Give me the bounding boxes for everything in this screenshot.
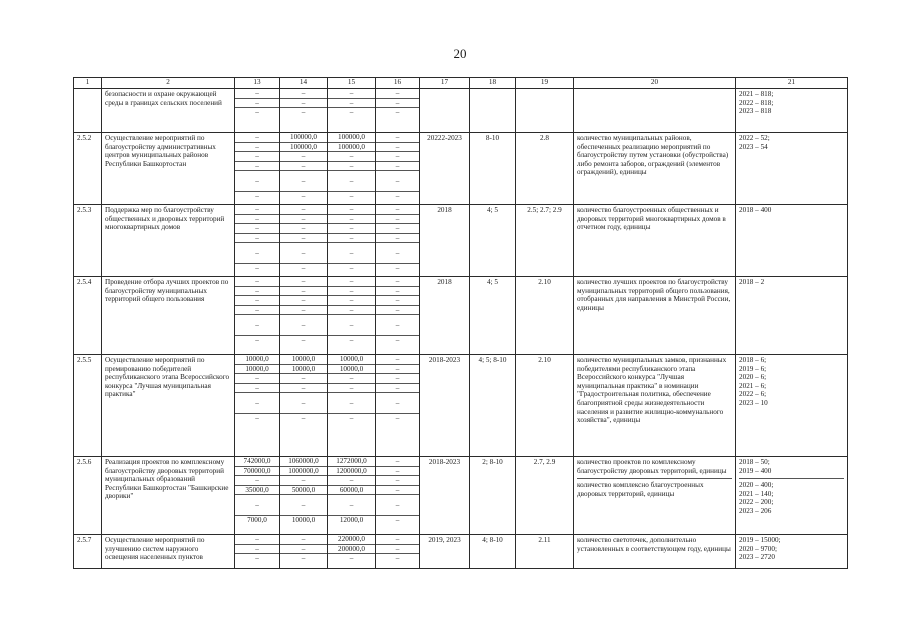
financing-value: –	[376, 535, 419, 545]
financing-value: –	[255, 554, 259, 563]
financing-value: –	[376, 495, 419, 516]
financing-value: –	[349, 192, 354, 201]
financing-value: –	[328, 476, 375, 486]
financing-value: –	[328, 315, 375, 336]
indicator-value: 2023 – 818	[739, 107, 772, 116]
task-number: 2.10	[516, 277, 574, 355]
financing-value: –	[280, 306, 327, 316]
financing-value: –	[235, 315, 279, 336]
task-number: 2.11	[516, 535, 574, 569]
financing-value: –	[328, 287, 375, 297]
financing-value: –	[235, 234, 279, 244]
financing-value: –	[235, 243, 279, 264]
financing-value: –	[235, 143, 279, 153]
implementation-years: 2019, 2023	[420, 535, 470, 569]
financing-value: –	[349, 554, 354, 563]
financing-value: –	[235, 277, 279, 287]
financing-value: –	[280, 243, 327, 264]
table-row	[74, 535, 848, 569]
financing-value: –	[280, 205, 327, 215]
financing-value: –	[235, 89, 279, 99]
financing-value: 35000,0	[235, 486, 279, 496]
financing-value: –	[235, 205, 279, 215]
column-header: 19	[516, 78, 574, 89]
financing-value: –	[376, 215, 419, 225]
financing-value: –	[280, 162, 327, 172]
financing-value: –	[376, 287, 419, 297]
task-number: 2.7, 2.9	[516, 457, 574, 535]
financing-value: –	[395, 336, 400, 345]
goal-number: 4; 5; 8-10	[470, 355, 516, 457]
financing-value: –	[235, 535, 279, 545]
financing-cell	[376, 277, 420, 355]
indicator-value: 2023 – 54	[739, 142, 768, 151]
table-row	[74, 457, 848, 535]
financing-value: –	[328, 152, 375, 162]
financing-cell	[235, 457, 280, 535]
financing-value: –	[328, 393, 375, 414]
implementation-years: 20222-2023	[420, 133, 470, 205]
financing-value: –	[328, 205, 375, 215]
measure-name: Осуществление мероприятий по улучшению систем наружного освещения населенных пунктов	[102, 535, 235, 569]
financing-value: 742000,0	[235, 457, 279, 467]
financing-cell	[280, 89, 328, 133]
indicator-cell	[574, 205, 736, 277]
goal-number: 4; 5	[470, 277, 516, 355]
financing-value: –	[328, 384, 375, 394]
financing-cell	[328, 133, 376, 205]
financing-value: –	[328, 306, 375, 316]
indicator-values-cell	[736, 355, 848, 457]
financing-value: –	[328, 171, 375, 192]
indicator-values-cell	[736, 457, 848, 535]
financing-value: –	[280, 384, 327, 394]
financing-value: –	[235, 224, 279, 234]
financing-cell	[235, 89, 280, 133]
financing-value: –	[376, 467, 419, 477]
indicator-text: количество лучших проектов по благоустройству муниципальных территорий общего пользования, отобранных для направления в Минстрой России, единицы	[577, 278, 731, 312]
financing-value: –	[235, 162, 279, 172]
financing-cell	[328, 457, 376, 535]
financing-cell	[376, 535, 420, 569]
financing-value: 1060000,0	[280, 457, 327, 467]
indicator-values-cell	[736, 535, 848, 569]
financing-value: –	[376, 243, 419, 264]
table-row	[74, 133, 848, 205]
financing-value: –	[235, 171, 279, 192]
indicator-text: количество благоустроенных общественных и дворовых территорий многоквартирных домов в отчетном году, единицы	[577, 206, 726, 232]
financing-cell	[280, 133, 328, 205]
financing-cell	[376, 457, 420, 535]
financing-value: 1000000,0	[280, 467, 327, 477]
financing-cell	[280, 355, 328, 457]
financing-value: –	[235, 287, 279, 297]
financing-value: –	[255, 336, 259, 345]
financing-value: –	[395, 108, 400, 117]
indicator-value: 2019 – 6;	[739, 364, 767, 373]
financing-value: –	[280, 224, 327, 234]
financing-value: –	[349, 414, 354, 423]
page-number: 20	[453, 46, 467, 61]
financing-value: –	[280, 296, 327, 306]
financing-value: –	[328, 89, 375, 99]
financing-value: –	[328, 296, 375, 306]
financing-value: –	[280, 393, 327, 414]
indicator-value: 2023 – 10	[739, 398, 768, 407]
column-numbers-row	[74, 78, 848, 89]
financing-cell	[376, 205, 420, 277]
measure-number	[74, 89, 102, 133]
financing-value: –	[376, 476, 419, 486]
indicator-value: 2021 – 6;	[739, 381, 767, 390]
task-number: 2.10	[516, 355, 574, 457]
financing-cell	[328, 89, 376, 133]
financing-value: –	[376, 393, 419, 414]
financing-value: –	[395, 516, 400, 525]
financing-cell	[280, 277, 328, 355]
indicator-text: количество проектов по комплексному благоустройству дворовых территорий, единицы	[577, 458, 727, 475]
financing-value: –	[301, 554, 306, 563]
implementation-years: 2018-2023	[420, 457, 470, 535]
financing-value: 10000,0	[328, 365, 375, 375]
financing-value: –	[301, 336, 306, 345]
indicator-cell	[574, 355, 736, 457]
financing-value: 100000,0	[328, 143, 375, 153]
financing-cell	[328, 355, 376, 457]
indicator-value: 2022 – 200;	[739, 498, 774, 507]
indicator-text: количество муниципальных замков, признанных победителями республиканского этапа Всероссийского конкурса "Лучшая муниципальная практика" в номинации "Градостроительная политика, обеспечение благоприятной среды жизнедеятельности населения и развитие жилищно-коммунального хозяйства", единицы	[577, 356, 727, 425]
indicator-text: количество муниципальных районов, обеспеченных реализацию мероприятий по благоустройству путем установки (обустройства) либо ремонта заборов, ограждений (элементов ограждений), единицы	[577, 134, 729, 177]
financing-value: –	[280, 495, 327, 516]
financing-cell	[376, 355, 420, 457]
financing-value: –	[376, 234, 419, 244]
indicator-values-cell	[736, 89, 848, 133]
financing-value: 700000,0	[235, 467, 279, 477]
indicator-values-cell	[736, 205, 848, 277]
goal-number: 4; 5	[470, 205, 516, 277]
financing-value: –	[376, 171, 419, 192]
financing-value: –	[328, 374, 375, 384]
financing-value: –	[376, 365, 419, 375]
financing-value: 100000,0	[280, 143, 327, 153]
indicator-value: 2018 – 400	[739, 206, 772, 214]
financing-value: –	[349, 108, 354, 117]
financing-value: –	[376, 133, 419, 143]
indicator-cell	[574, 457, 736, 535]
financing-value: –	[376, 296, 419, 306]
financing-value: –	[235, 152, 279, 162]
financing-value: 10000,0	[280, 355, 327, 365]
measure-name: безопасности и охране окружающей среды в границах сельских поселений	[102, 89, 235, 133]
financing-cell	[235, 277, 280, 355]
financing-value: 12000,0	[339, 516, 364, 525]
indicator-value: 2023 – 2720	[739, 553, 775, 562]
column-header: 13	[235, 78, 280, 89]
indicator-cell	[574, 535, 736, 569]
measure-name: Реализация проектов по комплексному благоустройству дворовых территорий муниципальных образований Республики Башкортостан "Башкирские дворики"	[102, 457, 235, 535]
table-row	[74, 355, 848, 457]
financing-value: –	[280, 476, 327, 486]
indicator-value: 2020 – 6;	[739, 373, 767, 382]
financing-value: –	[376, 457, 419, 467]
financing-value: –	[280, 287, 327, 297]
financing-value: –	[376, 205, 419, 215]
financing-value: –	[255, 192, 259, 201]
indicator-value: 2022 – 818;	[739, 98, 774, 107]
financing-value: –	[235, 476, 279, 486]
indicator-value: 2021 – 818;	[739, 90, 774, 98]
task-number: 2.8	[516, 133, 574, 205]
financing-cell	[328, 535, 376, 569]
financing-value: –	[280, 99, 327, 109]
financing-value: –	[280, 545, 327, 555]
financing-value: –	[235, 215, 279, 225]
measure-number: 2.5.5	[74, 355, 102, 457]
goal-number: 8-10	[470, 133, 516, 205]
financing-value: –	[376, 152, 419, 162]
financing-value: –	[235, 296, 279, 306]
financing-value: –	[376, 143, 419, 153]
table-row	[74, 89, 848, 133]
measure-number: 2.5.4	[74, 277, 102, 355]
financing-value: –	[376, 545, 419, 555]
financing-cell	[235, 535, 280, 569]
financing-value: –	[376, 306, 419, 316]
indicator-value: 2021 – 140;	[739, 489, 774, 498]
financing-value: 10000,0	[235, 355, 279, 365]
table-row	[74, 205, 848, 277]
financing-value: –	[235, 545, 279, 555]
measure-number: 2.5.3	[74, 205, 102, 277]
task-number: 2.5; 2.7; 2.9	[516, 205, 574, 277]
financing-value: –	[235, 393, 279, 414]
financing-value: –	[376, 99, 419, 109]
financing-value: 1200000,0	[328, 467, 375, 477]
financing-value: –	[349, 336, 354, 345]
measure-name: Осуществление мероприятий по премированию победителей республиканского этапа Всероссийского конкурса "Лучшая муниципальная практика"	[102, 355, 235, 457]
column-header: 14	[280, 78, 328, 89]
financing-value: –	[235, 133, 279, 143]
financing-value: –	[376, 277, 419, 287]
financing-value: –	[280, 234, 327, 244]
financing-value: –	[255, 414, 259, 423]
column-header: 17	[420, 78, 470, 89]
program-measures-table	[73, 77, 848, 569]
financing-cell	[235, 205, 280, 277]
financing-cell	[280, 535, 328, 569]
financing-value: 100000,0	[280, 133, 327, 143]
financing-value: –	[349, 264, 354, 273]
financing-value: –	[235, 384, 279, 394]
financing-value: –	[235, 495, 279, 516]
goal-number: 2; 8-10	[470, 457, 516, 535]
indicator-value: 2018 – 2	[739, 278, 765, 286]
financing-value: –	[328, 215, 375, 225]
financing-value: –	[235, 306, 279, 316]
financing-value: 10000,0	[291, 516, 316, 525]
financing-value: –	[376, 162, 419, 172]
financing-value: –	[280, 374, 327, 384]
financing-cell	[376, 133, 420, 205]
financing-value: –	[328, 243, 375, 264]
indicator-cell	[574, 89, 736, 133]
financing-value: –	[280, 89, 327, 99]
financing-value: –	[328, 234, 375, 244]
financing-value: –	[280, 277, 327, 287]
indicator-value: 2020 – 9700;	[739, 544, 777, 553]
indicator-cell	[574, 133, 736, 205]
financing-value: –	[376, 355, 419, 365]
financing-value: –	[280, 535, 327, 545]
financing-value: –	[255, 264, 259, 273]
indicator-value: 2018 – 50;	[739, 458, 770, 466]
measure-number: 2.5.7	[74, 535, 102, 569]
indicator-values-cell	[736, 133, 848, 205]
implementation-years: 2018	[420, 277, 470, 355]
indicator-text: количество комплексно благоустроенных дворовых территорий, единицы	[577, 478, 732, 498]
financing-value: –	[328, 162, 375, 172]
financing-value: –	[235, 99, 279, 109]
indicator-values-cell	[736, 277, 848, 355]
financing-cell	[328, 205, 376, 277]
measure-name: Поддержка мер по благоустройству общественных и дворовых территорий многоквартирных домов	[102, 205, 235, 277]
table-row	[74, 277, 848, 355]
financing-value: 50000,0	[280, 486, 327, 496]
financing-value: –	[376, 374, 419, 384]
measure-number: 2.5.2	[74, 133, 102, 205]
financing-value: –	[280, 315, 327, 336]
indicator-value: 2019 – 15000;	[739, 536, 781, 544]
financing-value: 1272000,0	[328, 457, 375, 467]
indicator-value: 2019 – 400	[739, 466, 772, 475]
indicator-value: 2022 – 6;	[739, 390, 767, 399]
financing-value: –	[328, 495, 375, 516]
financing-value: –	[376, 89, 419, 99]
implementation-years: 2018	[420, 205, 470, 277]
financing-value: 10000,0	[235, 365, 279, 375]
financing-value: –	[280, 171, 327, 192]
indicator-value: 2023 – 206	[739, 506, 772, 515]
financing-cell	[280, 205, 328, 277]
financing-value: –	[255, 108, 259, 117]
financing-value: –	[301, 192, 306, 201]
measure-name: Проведение отбора лучших проектов по благоустройству муниципальных территорий общего пользования	[102, 277, 235, 355]
indicator-text: количество светоточек, дополнительно установленных в соответствующем году, единицы	[577, 536, 731, 553]
financing-value: –	[280, 152, 327, 162]
financing-value: –	[301, 264, 306, 273]
financing-value: –	[395, 414, 400, 423]
financing-value: –	[280, 215, 327, 225]
indicator-cell	[574, 277, 736, 355]
financing-value: –	[301, 108, 306, 117]
column-header: 21	[736, 78, 848, 89]
measure-name: Осуществление мероприятий по благоустройству административных центров муниципальных районов Республики Башкортостан	[102, 133, 235, 205]
financing-value: 7000,0	[247, 516, 267, 525]
financing-cell	[235, 133, 280, 205]
financing-value: –	[395, 554, 400, 563]
goal-number	[470, 89, 516, 133]
measure-number: 2.5.6	[74, 457, 102, 535]
financing-cell	[376, 89, 420, 133]
financing-value: –	[328, 224, 375, 234]
financing-value: 10000,0	[328, 355, 375, 365]
column-header: 1	[74, 78, 102, 89]
indicator-value: 2020 – 400;	[739, 478, 844, 490]
column-header: 15	[328, 78, 376, 89]
column-header: 16	[376, 78, 420, 89]
financing-cell	[328, 277, 376, 355]
column-header: 2	[102, 78, 235, 89]
financing-value: 10000,0	[280, 365, 327, 375]
task-number	[516, 89, 574, 133]
financing-value: –	[376, 486, 419, 496]
financing-value: –	[376, 384, 419, 394]
financing-cell	[235, 355, 280, 457]
financing-cell	[280, 457, 328, 535]
goal-number: 4; 8-10	[470, 535, 516, 569]
financing-value: –	[376, 224, 419, 234]
financing-value: –	[395, 192, 400, 201]
financing-value: 200000,0	[328, 545, 375, 555]
indicator-value: 2022 – 52;	[739, 134, 770, 142]
financing-value: –	[328, 99, 375, 109]
financing-value: 220000,0	[328, 535, 375, 545]
implementation-years	[420, 89, 470, 133]
indicator-value: 2018 – 6;	[739, 356, 767, 364]
financing-value: 100000,0	[328, 133, 375, 143]
column-header: 20	[574, 78, 736, 89]
column-header: 18	[470, 78, 516, 89]
financing-value: –	[395, 264, 400, 273]
financing-value: 60000,0	[328, 486, 375, 496]
financing-value: –	[235, 374, 279, 384]
financing-value: –	[328, 277, 375, 287]
financing-value: –	[301, 414, 306, 423]
implementation-years: 2018-2023	[420, 355, 470, 457]
financing-value: –	[376, 315, 419, 336]
